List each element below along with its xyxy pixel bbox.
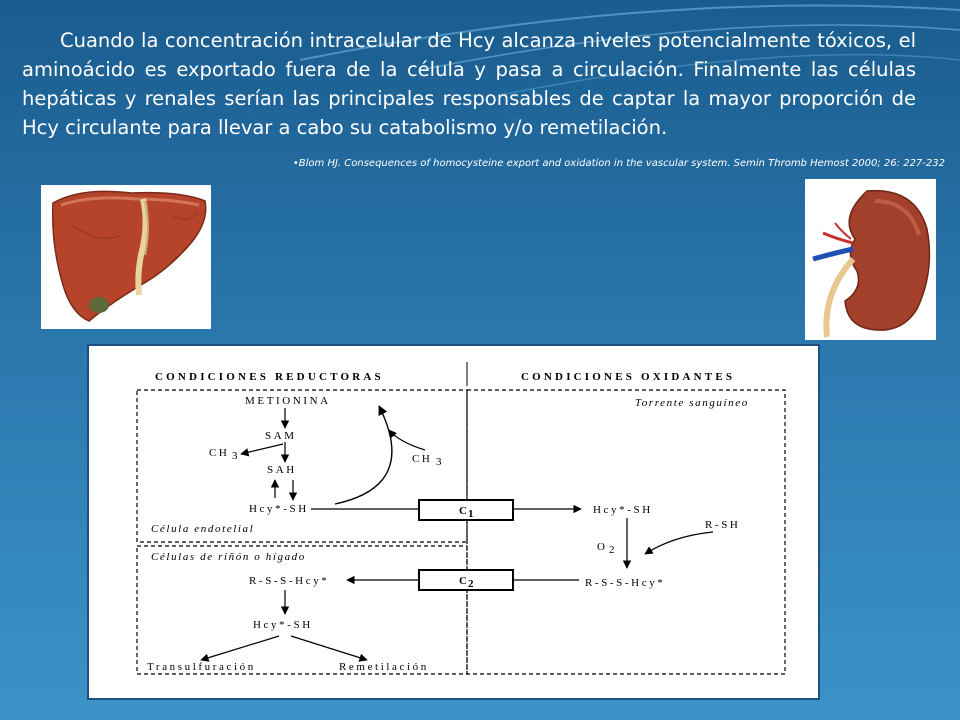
label-celulas-rinon: Células de riñón o hígado [151,551,306,563]
region-torrente [467,390,785,674]
arrow-to-remetilacion [291,636,367,660]
arrow-rsh-curve [645,532,713,554]
label-o2: O [597,541,608,553]
label-transulfuracion: Transulfuración [147,661,256,673]
label-metionina: METIONINA [245,395,331,407]
region-endotelial [137,390,467,542]
liver-icon [41,185,211,329]
liver-illustration [41,185,211,329]
arrow-remethylation-loop [335,406,392,504]
label-sah: SAH [267,464,297,476]
label-rssh-right: R-S-S-Hcy* [585,577,666,589]
header-reductoras: CONDICIONES REDUCTORAS [155,371,384,383]
homocysteine-pathway-diagram [87,344,820,700]
label-c2-sub: 2 [468,578,474,590]
label-ch3-right: CH [412,453,433,465]
kidney-illustration [805,179,936,340]
label-c2: C [459,575,467,587]
arrow-to-transulfuracion [201,636,279,660]
header-oxidantes: CONDICIONES OXIDANTES [521,371,736,383]
label-ch3-right-sub: 3 [436,456,442,468]
region-rinon [137,546,467,674]
citation: •Blom HJ. Consequences of homocysteine export and oxidation in the vascular system. Semin Thromb Hemost 2000; 26: 227-232 [292,158,945,169]
arrow-sam-ch3 [241,444,283,454]
label-hcy-sh-left: Hcy*-SH [249,503,309,515]
main-paragraph: Cuando la concentración intracelular de Hcy alcanza niveles potencialmente tóxicos, el aminoácido es exportado fuera de la célula y pasa a circulación. Finalmente las células hepáticas y renales serían las principales responsables de captar la mayor proporción de Hcy circulante para llevar a cabo su catabolismo y/o remetilación. [22,29,916,139]
label-sam: SAM [265,430,297,442]
label-rsh: R-SH [705,519,741,531]
label-remetilacion: Remetilación [339,661,429,673]
arrow-ch3-right [389,430,425,450]
kidney-icon [805,179,936,340]
pathway-svg [89,346,818,698]
label-torrente: Torrente sanguíneo [635,397,749,409]
label-rssh-left: R-S-S-Hcy* [249,575,330,587]
label-ch3-left-sub: 3 [232,450,238,462]
label-celula-endotelial: Célula endotelial [151,523,255,535]
label-o2-sub: 2 [609,544,615,556]
label-c1-sub: 1 [468,508,474,520]
label-hcy-sh-bottom: Hcy*-SH [253,619,313,631]
label-ch3-left: CH [209,447,230,459]
label-hcy-sh-right: Hcy*-SH [593,504,653,516]
label-c1: C [459,505,467,517]
